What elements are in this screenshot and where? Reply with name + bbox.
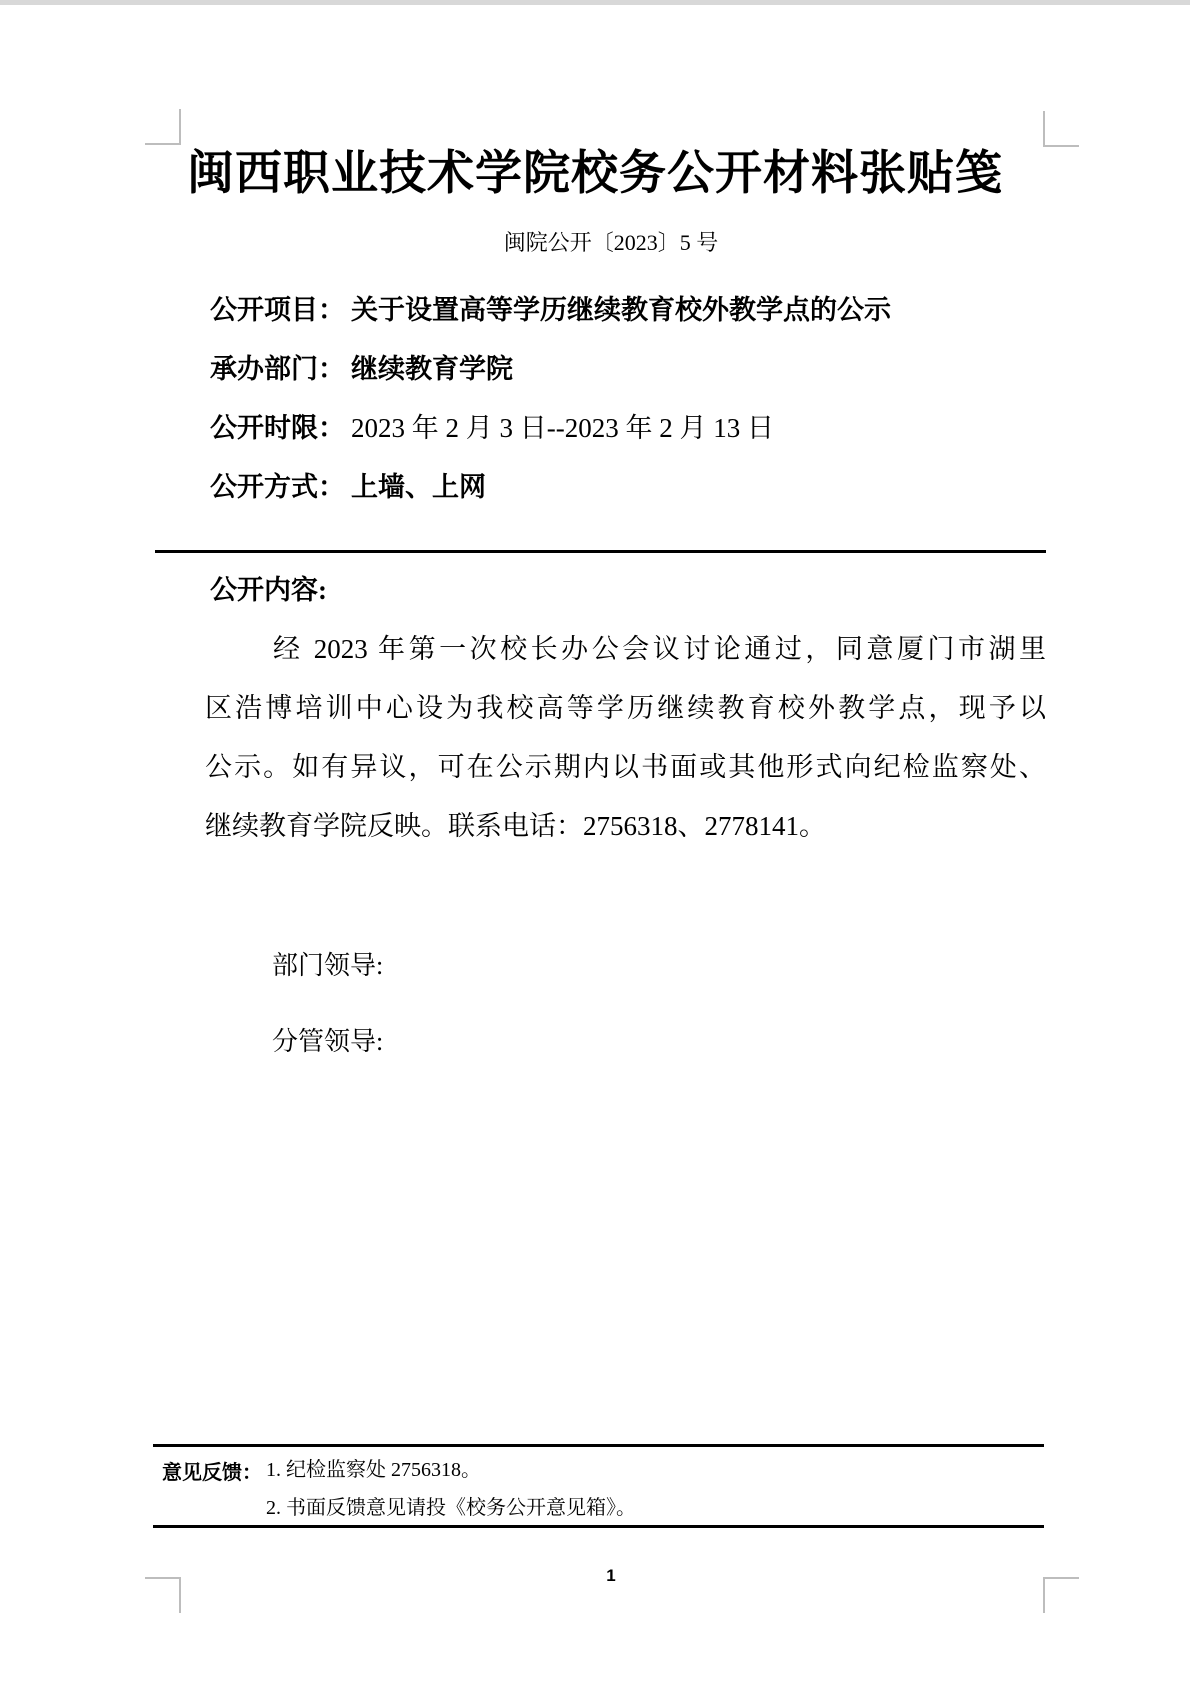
- page-number: 1: [606, 1566, 616, 1585]
- body-line-1: 经 2023 年第一次校长办公会议讨论通过，同意厦门市湖里: [273, 634, 1046, 664]
- signature-department-leader: 部门领导:: [272, 951, 384, 980]
- margin-corner-mark-top-right: [1043, 111, 1079, 147]
- field-list: [210, 294, 1050, 530]
- feedback-item-1: 1. 纪检监察处 2756318。: [266, 1459, 481, 1481]
- field-row-project: [210, 294, 1050, 353]
- field-row-time-limit: [210, 412, 1050, 471]
- document-number: 闽院公开〔2023〕5 号: [503, 230, 719, 255]
- field-row-department: [210, 353, 1050, 412]
- feedback-box-bottom-rule: [153, 1525, 1044, 1528]
- field-row-method: [210, 471, 1050, 530]
- body-line-4: 继续教育学院反映。联系电话：2756318、2778141。: [205, 811, 826, 841]
- section-divider-rule: [155, 550, 1046, 553]
- margin-corner-mark-bottom-left: [145, 1577, 181, 1613]
- field-value-method: 上墙、上网: [351, 472, 486, 502]
- announcement-body: [205, 620, 1046, 856]
- field-value-time-limit: 2023 年 2 月 3 日--2023 年 2 月 13 日: [351, 413, 774, 443]
- window-top-edge: [0, 0, 1190, 5]
- content-section-label: 公开内容:: [210, 575, 327, 605]
- feedback-item-list: [266, 1456, 636, 1532]
- field-label-time-limit: 公开时限：: [210, 413, 345, 443]
- field-label-department: 承办部门：: [210, 354, 345, 384]
- field-label-project: 公开项目：: [210, 295, 345, 325]
- body-line-3: 公示。如有异议，可在公示期内以书面或其他形式向纪检监察处、: [205, 752, 1046, 782]
- field-value-project: 关于设置高等学历继续教育校外教学点的公示: [351, 295, 891, 325]
- document-title: 闽西职业技术学院校务公开材料张贴笺: [187, 148, 1003, 200]
- feedback-label: 意见反馈：: [162, 1462, 262, 1484]
- signature-supervising-leader: 分管领导:: [272, 1027, 384, 1056]
- feedback-item-2: 2. 书面反馈意见请投《校务公开意见箱》。: [266, 1497, 636, 1519]
- body-line-2: 区浩博培训中心设为我校高等学历继续教育校外教学点，现予以: [205, 693, 1046, 723]
- field-value-department: 继续教育学院: [351, 354, 513, 384]
- field-label-method: 公开方式：: [210, 472, 345, 502]
- signature-block: [272, 948, 383, 1100]
- feedback-box-top-rule: [153, 1444, 1044, 1447]
- feedback-section: [162, 1456, 1046, 1532]
- margin-corner-mark-bottom-right: [1043, 1577, 1079, 1613]
